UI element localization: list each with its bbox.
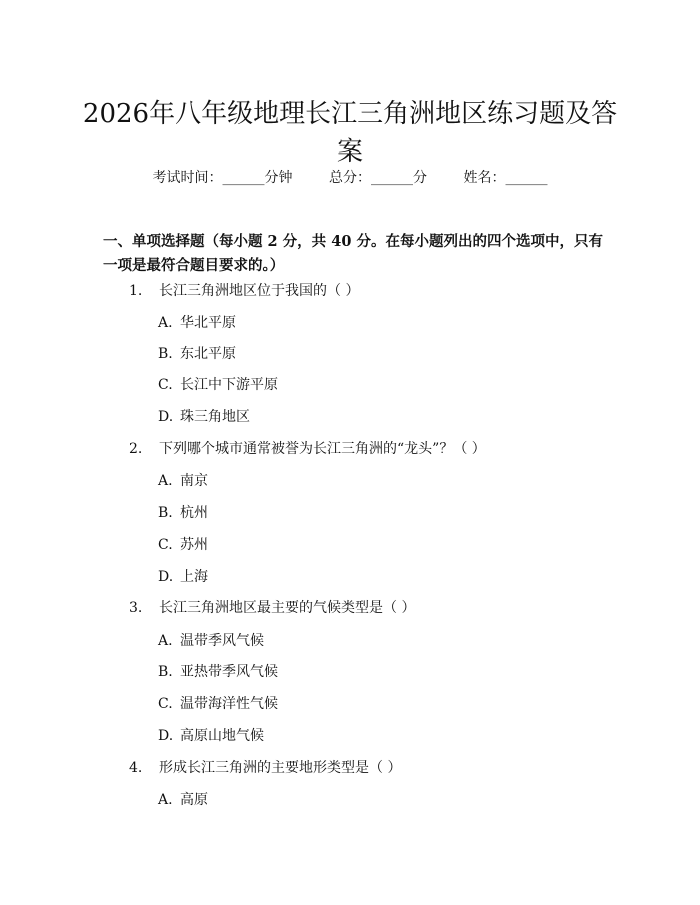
option-text: 上海 [180,569,208,585]
q1-option-a [158,313,598,333]
option-letter: A. [158,473,173,489]
question-text: 长江三角洲地区位于我国的（ ） [159,283,360,299]
option-text: 南京 [180,473,208,489]
q3-option-b [158,662,598,682]
question-1 [129,281,599,301]
option-text: 东北平原 [180,346,236,362]
option-letter: B. [158,505,173,521]
option-letter: C. [158,537,173,553]
option-letter: D. [158,728,174,744]
option-letter: D. [158,409,174,425]
option-text: 长江中下游平原 [180,377,278,393]
q3-option-d [158,726,598,746]
option-letter: A. [158,315,173,331]
q1-option-d [158,407,598,427]
question-number: 3. [129,600,143,616]
q2-option-c [158,535,598,555]
question-number: 4. [129,760,143,776]
option-letter: A. [158,633,173,649]
option-text: 华北平原 [180,315,236,331]
exam-meta [0,168,700,188]
q2-option-d [158,567,598,587]
option-letter: B. [158,346,173,362]
option-text: 温带海洋性气候 [180,696,278,712]
option-text: 珠三角地区 [180,409,250,425]
q1-option-b [158,344,598,364]
q2-option-b [158,503,598,523]
page-title: 2026年八年级地理长江三角洲地区练习题及答案 [82,99,618,168]
exam-time-label: 考试时间：______分钟 [152,170,293,186]
question-text: 长江三角洲地区最主要的气候类型是（ ） [159,600,416,616]
student-name-label: 姓名：______ [463,170,548,186]
option-letter: C. [158,377,173,393]
option-letter: C. [158,696,173,712]
total-score-label: 总分：______分 [329,170,427,186]
q1-option-c [158,375,598,395]
question-number: 2. [129,441,143,457]
question-number: 1. [129,283,143,299]
option-text: 亚热带季风气候 [180,664,278,680]
q3-option-a [158,631,598,651]
option-letter: A. [158,792,173,808]
question-4 [129,758,599,778]
section-heading: 一、单项选择题（每小题 2 分，共 40 分。在每小题列出的四个选项中，只有一项是最符合题目要求的。） [103,233,603,274]
q2-option-a [158,471,598,491]
option-letter: B. [158,664,173,680]
option-text: 苏州 [180,537,208,553]
option-text: 温带季风气候 [180,633,264,649]
option-text: 高原山地气候 [180,728,264,744]
q4-option-a [158,790,598,810]
question-2 [129,439,599,459]
q3-option-c [158,694,598,714]
option-text: 高原 [180,792,208,808]
question-text: 下列哪个城市通常被誉为长江三角洲的“龙头”？（ ） [159,441,486,457]
option-letter: D. [158,569,174,585]
question-3 [129,598,599,618]
option-text: 杭州 [180,505,208,521]
question-text: 形成长江三角洲的主要地形类型是（ ） [159,760,402,776]
